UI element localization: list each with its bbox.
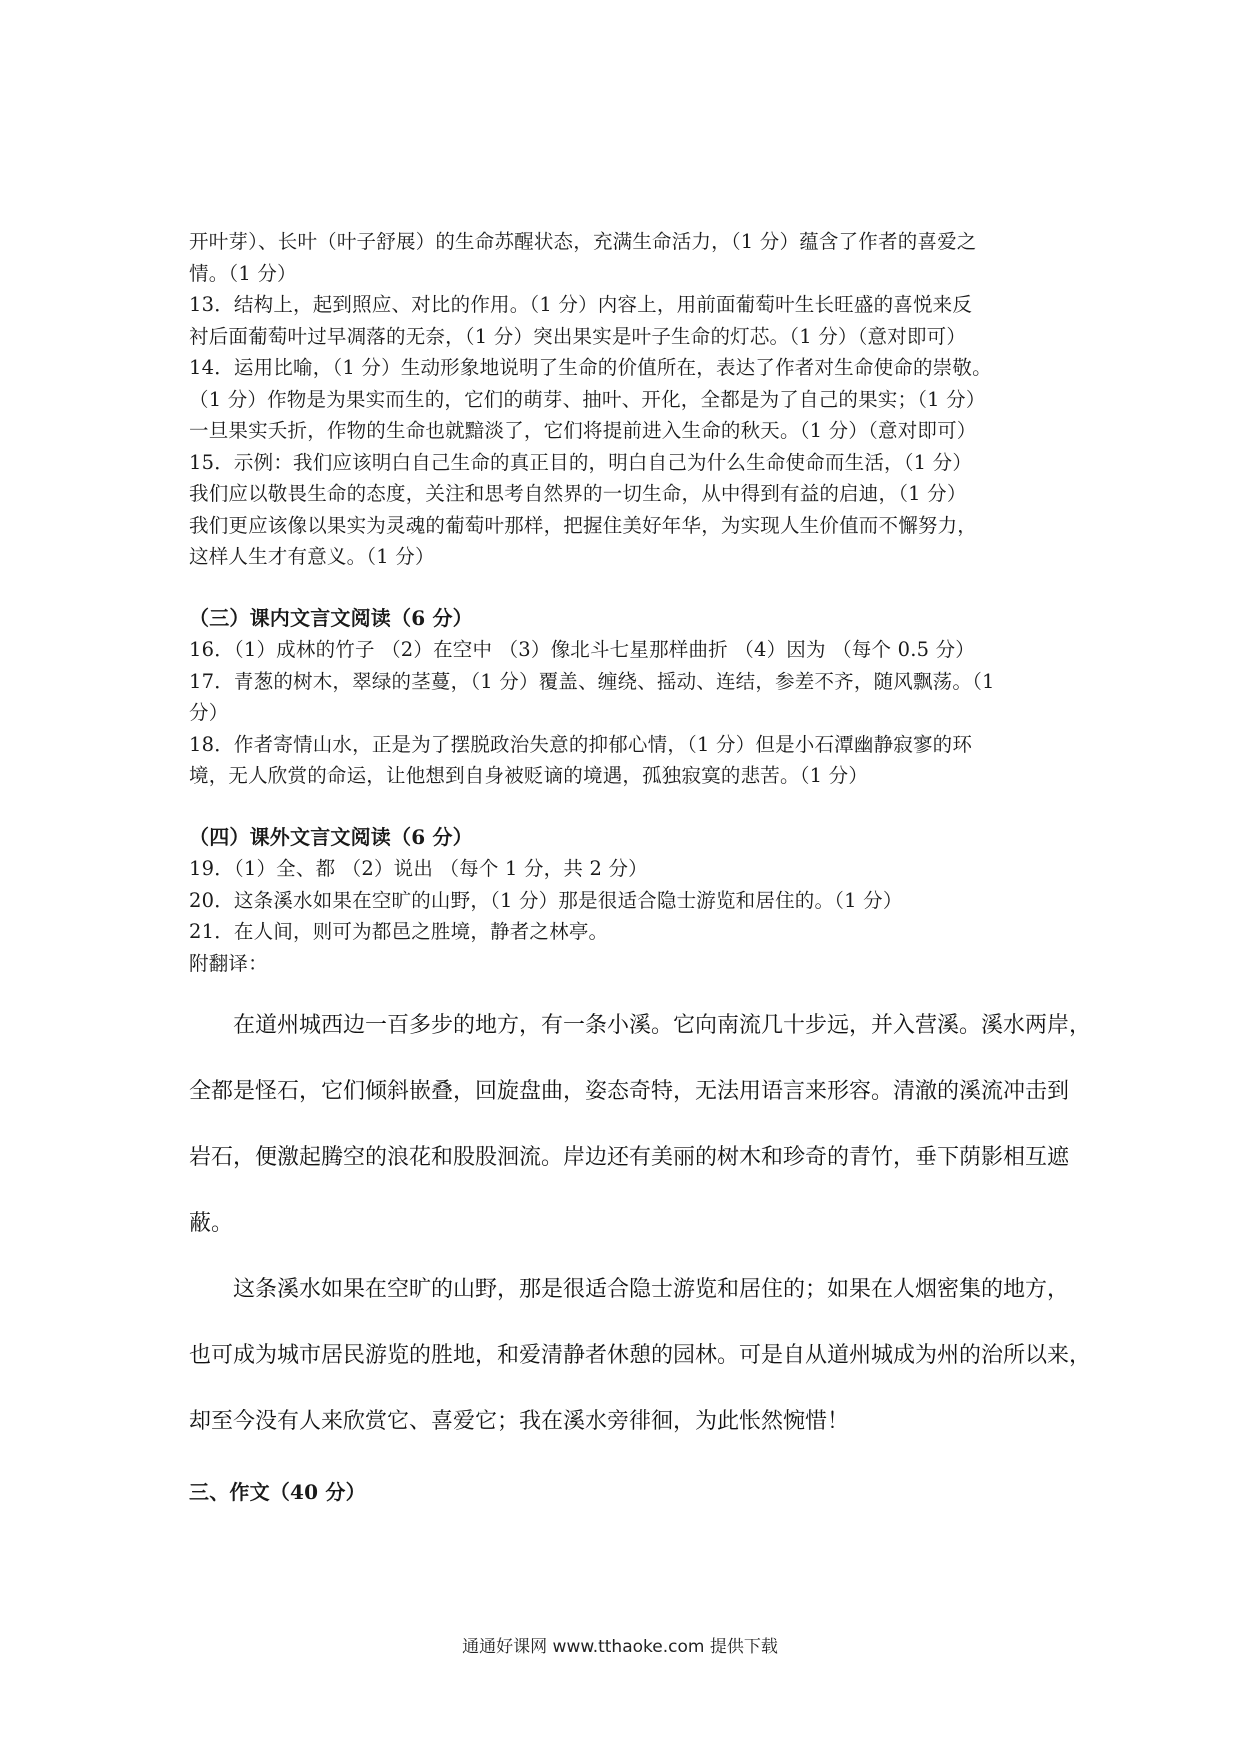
answer-line: 衬后面葡萄叶过早凋落的无奈，（1 分）突出果实是叶子生命的灯芯。（1 分）（意对即可） [189, 324, 967, 348]
translation-line: 在道州城西边一百多步的地方，有一条小溪。它向南流几十步远，并入营溪。溪水两岸， [233, 1013, 1092, 1038]
answer-line: 21．在人间，则可为都邑之胜境，静者之林亭。 [189, 920, 609, 943]
section-4-heading: （四）课外文言文阅读（6 分） [189, 824, 473, 849]
answer-line: 13．结构上，起到照应、对比的作用。（1 分）内容上，用前面葡萄叶生长旺盛的喜悦来反 [189, 293, 973, 316]
answer-line: 这样人生才有意义。（1 分） [189, 545, 435, 568]
answer-line: （1 分）作物是为果实而生的，它们的萌芽、抽叶、开化，全都是为了自己的果实；（1 分） [189, 387, 986, 411]
translation-line: 全都是怪石，它们倾斜嵌叠，回旋盘曲，姿态奇特，无法用语言来形容。清澈的溪流冲击到 [189, 1079, 1070, 1104]
translation-line: 岩石，便激起腾空的浪花和股股洄流。岸边还有美丽的树木和珍奇的青竹，垂下荫影相互遮 [189, 1145, 1070, 1170]
translation [189, 993, 1092, 1455]
answer-line: 16．（1）成林的竹子 （2）在空中 （3）像北斗七星那样曲折 （4）因为 （每个 0.5 分） [189, 638, 975, 661]
section-4 [189, 822, 1069, 980]
answer-line: 20．这条溪水如果在空旷的山野，（1 分）那是很适合隐士游览和居住的。（1 分） [189, 888, 903, 912]
section-3-heading: （三）课内文言文阅读（6 分） [189, 605, 473, 630]
translation-label: 附翻译： [189, 951, 268, 975]
answer-line: 我们应以敬畏生命的态度，关注和思考自然界的一切生命，从中得到有益的启迪，（1 分） [189, 482, 967, 505]
answer-line: 17．青葱的树木，翠绿的茎蔓，（1 分）覆盖、缠绕、摇动、连结，参差不齐，随风飘荡。（1 [189, 669, 995, 693]
answer-content [189, 226, 1092, 1509]
translation-line: 也可成为城市居民游览的胜地，和爱清静者休憩的园林。可是自从道州城成为州的治所以来， [189, 1343, 1092, 1368]
answer-line: 18．作者寄情山水，正是为了摆脱政治失意的抑郁心情，（1 分）但是小石潭幽静寂寥的环 [189, 732, 973, 756]
answer-line: 分） [189, 701, 229, 724]
answer-line: 境，无人欣赏的命运，让他想到自身被贬谪的境遇，孤独寂寞的悲苦。（1 分） [189, 764, 869, 787]
essay-heading: 三、作文（40 分） [189, 1480, 366, 1504]
answer-line: 我们更应该像以果实为灵魂的葡萄叶那样，把握住美好年华，为实现人生价值而不懈努力， [189, 513, 978, 537]
answer-line: 一旦果实夭折，作物的生命也就黯淡了，它们将提前进入生命的秋天。（1 分）（意对即可） [189, 419, 977, 442]
translation-line: 却至今没有人来欣赏它、喜爱它；我在溪水旁徘徊，为此怅然惋惜！ [189, 1409, 850, 1434]
answer-line: 情。（1 分） [189, 261, 297, 285]
answer-line: 15．示例：我们应该明白自己生命的真正目的，明白自己为什么生命使命而生活，（1 分） [189, 450, 973, 474]
translation-line: 蔽。 [189, 1211, 234, 1236]
answer-line: 14．运用比喻，（1 分）生动形象地说明了生命的价值所在，表达了作者对生命使命的崇敬。 [189, 356, 992, 379]
translation-line: 这条溪水如果在空旷的山野，那是很适合隐士游览和居住的；如果在人烟密集的地方， [233, 1277, 1070, 1302]
answer-line: 开叶芽）、长叶（叶子舒展）的生命苏醒状态，充满生命活力，（1 分）蕴含了作者的喜爱之 [189, 230, 977, 253]
answer-line: 19．（1）全、都 （2）说出 （每个 1 分，共 2 分） [189, 857, 648, 880]
page-footer: 通通好课网 www.tthaoke.com 提供下载 [462, 1637, 778, 1657]
section-3 [189, 603, 1069, 792]
answers-part1 [189, 226, 1069, 573]
